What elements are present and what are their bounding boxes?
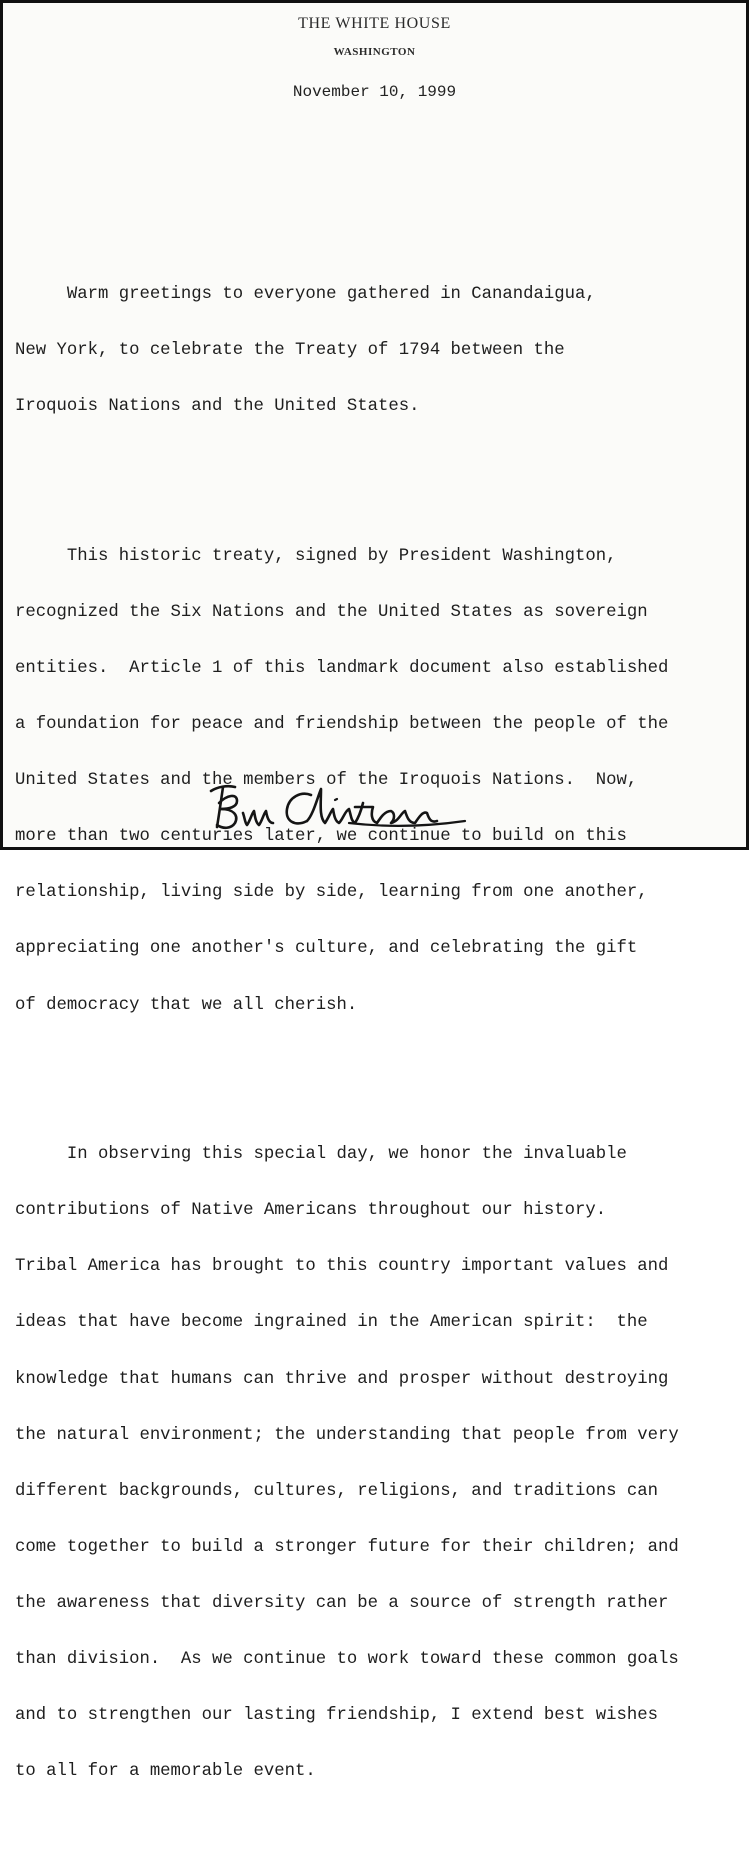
letterhead-title: THE WHITE HOUSE: [298, 15, 451, 32]
letterhead-subtitle: WASHINGTON: [333, 46, 416, 58]
paragraph: [15, 1109, 745, 1820]
text-line: to all for a memorable event.: [15, 1762, 316, 1782]
text-line: relationship, living side by side, learning from one another,: [15, 883, 648, 903]
text-line: This historic treaty, signed by President Washington,: [15, 546, 617, 566]
text-line: Tribal America has brought to this country important values and: [15, 1257, 669, 1277]
text-line: come together to build a stronger future for their children; and: [15, 1537, 679, 1557]
text-line: New York, to celebrate the Treaty of 1794 between the: [15, 340, 565, 360]
text-line: and to strengthen our lasting friendship, I extend best wishes: [15, 1706, 658, 1726]
text-line: the awareness that diversity can be a source of strength rather: [15, 1594, 669, 1613]
text-line: United States and the members of the Iroquois Nations. Now,: [15, 771, 638, 791]
text-line: contributions of Native Americans throughout our history.: [15, 1201, 607, 1221]
letter-body: [15, 211, 745, 1876]
text-line: entities. Article 1 of this landmark document also established: [15, 658, 669, 678]
text-line: different backgrounds, cultures, religions, and traditions can: [15, 1481, 658, 1501]
letter-date: November 10, 1999: [292, 83, 457, 101]
text-line: Iroquois Nations and the United States.: [15, 397, 420, 417]
signature-image: [203, 773, 473, 835]
text-line: the natural environment; the understanding that people from very: [15, 1425, 679, 1445]
text-line: more than two centuries later, we continue to build on this: [15, 827, 627, 847]
text-line: Warm greetings to everyone gathered in Canandaigua,: [15, 284, 596, 304]
text-line: appreciating one another's culture, and celebrating the gift: [15, 939, 638, 959]
text-line: of democracy that we all cherish.: [15, 995, 358, 1015]
text-line: a foundation for peace and friendship between the people of the: [15, 714, 669, 734]
text-line: ideas that have become ingrained in the American spirit: the: [15, 1313, 648, 1333]
text-line: than division. As we continue to work toward these common goals: [15, 1650, 679, 1670]
text-line: In observing this special day, we honor the invaluable: [15, 1145, 627, 1165]
text-line: knowledge that humans can thrive and prosper without destroying: [15, 1369, 669, 1389]
text-line: recognized the Six Nations and the United States as sovereign: [15, 602, 648, 622]
paragraph: [15, 248, 745, 454]
